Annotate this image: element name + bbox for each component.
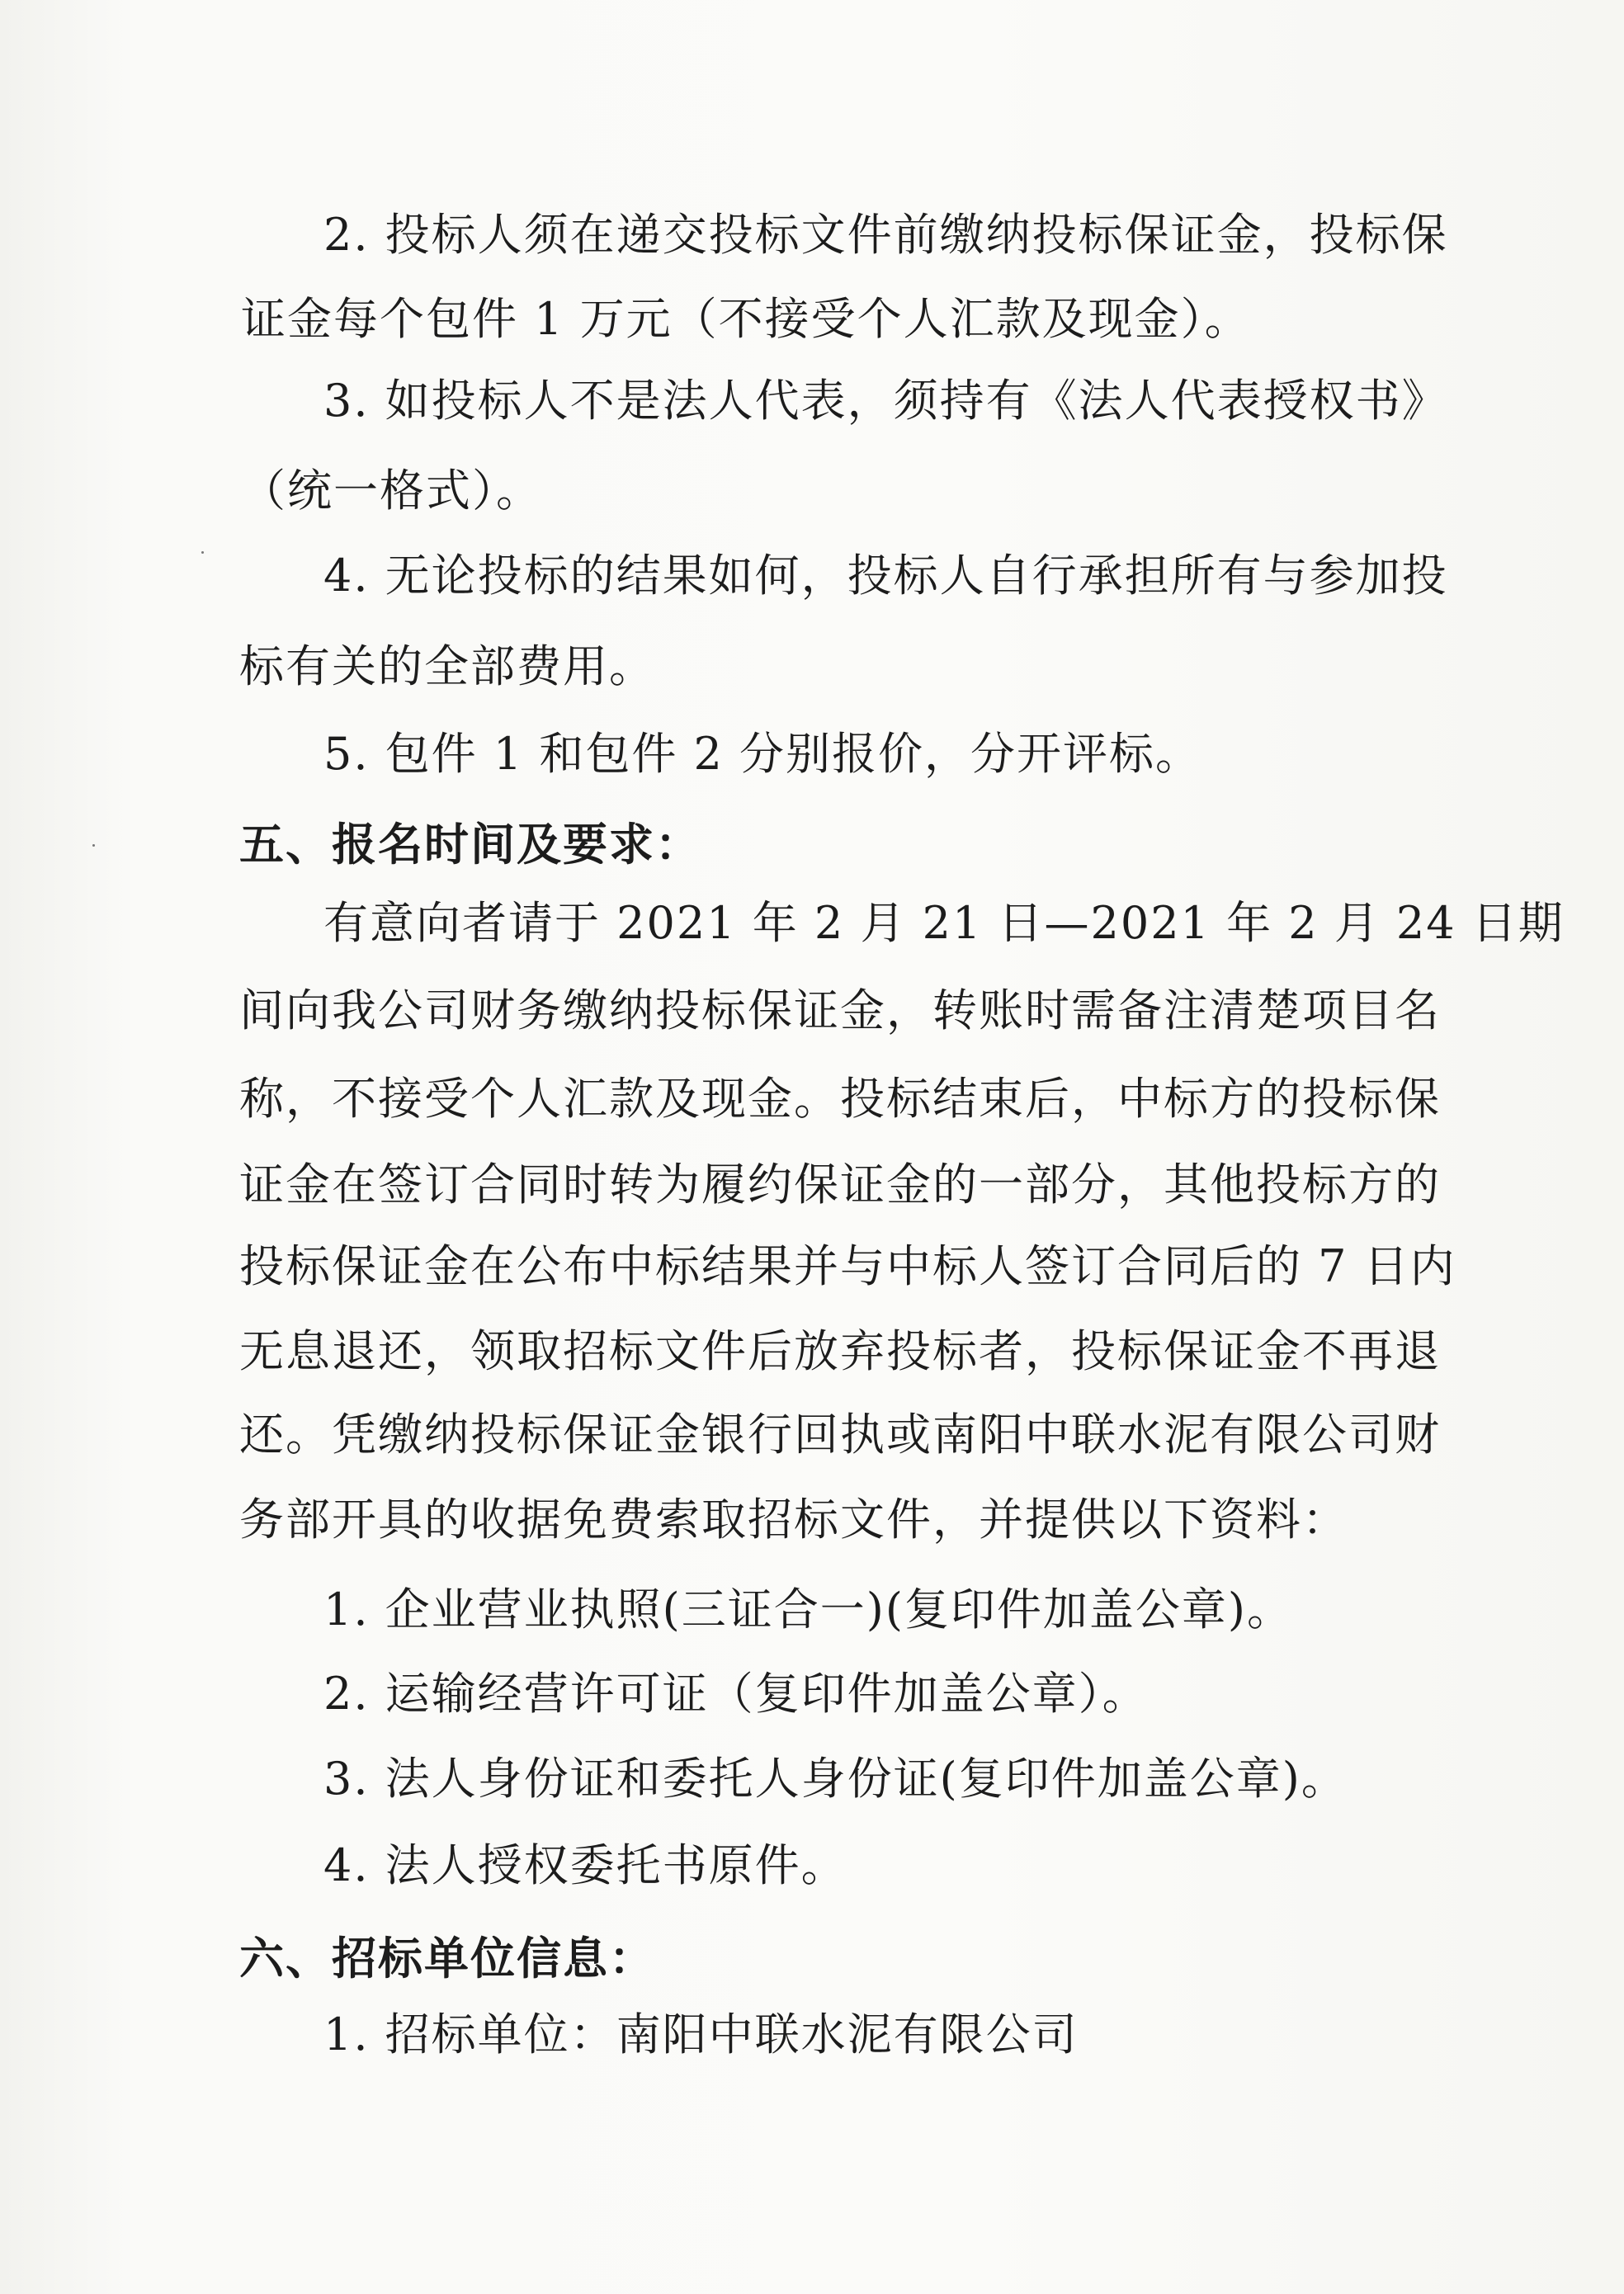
required-document-3: 3. 法人身份证和委托人身份证(复印件加盖公章)。 [323,1753,1348,1805]
section-5-heading: 五、报名时间及要求： [239,819,701,871]
scan-speck [92,844,95,847]
section-5-paragraph-line-8: 务部开具的收据免费索取招标文件，并提供以下资料： [239,1494,1348,1546]
tender-unit-line: 1. 招标单位：南阳中联水泥有限公司 [323,2008,1079,2060]
bid-requirement-4-line-1: 4. 无论投标的结果如何，投标人自行承担所有与参加投 [323,550,1448,602]
section-5-paragraph-line-1: 有意向者请于 2021 年 2 月 21 日—2021 年 2 月 24 日期 [323,897,1565,949]
section-5-paragraph-line-7: 还。凭缴纳投标保证金银行回执或南阳中联水泥有限公司财 [239,1409,1441,1461]
bid-requirement-3-line-1: 3. 如投标人不是法人代表，须持有《法人代表授权书》 [323,375,1448,427]
bid-requirement-4-line-2: 标有关的全部费用。 [239,640,655,692]
required-document-4: 4. 法人授权委托书原件。 [323,1839,847,1891]
section-5-paragraph-line-4: 证金在签订合同时转为履约保证金的一部分，其他投标方的 [239,1159,1441,1211]
scan-speck [201,551,204,554]
required-document-2: 2. 运输经营许可证（复印件加盖公章）。 [323,1668,1149,1720]
bid-requirement-3-line-2: （统一格式）。 [241,465,542,517]
bid-requirement-5: 5. 包件 1 和包件 2 分别报价，分开评标。 [323,728,1202,780]
section-5-paragraph-line-2: 间向我公司财务缴纳投标保证金，转账时需备注清楚项目名 [239,984,1441,1036]
section-5-paragraph-line-5: 投标保证金在公布中标结果并与中标人签订合同后的 7 日内 [239,1240,1456,1292]
section-5-paragraph-line-3: 称，不接受个人汇款及现金。投标结束后，中标方的投标保 [239,1073,1441,1125]
required-document-1: 1. 企业营业执照(三证合一)(复印件加盖公章)。 [323,1584,1293,1636]
bid-requirement-2-line-2: 证金每个包件 1 万元（不接受个人汇款及现金）。 [241,293,1251,345]
bid-requirement-2-line-1: 2. 投标人须在递交投标文件前缴纳投标保证金，投标保 [323,209,1448,261]
section-6-heading: 六、招标单位信息： [239,1933,655,1985]
section-5-paragraph-line-6: 无息退还，领取招标文件后放弃投标者，投标保证金不再退 [239,1325,1441,1377]
